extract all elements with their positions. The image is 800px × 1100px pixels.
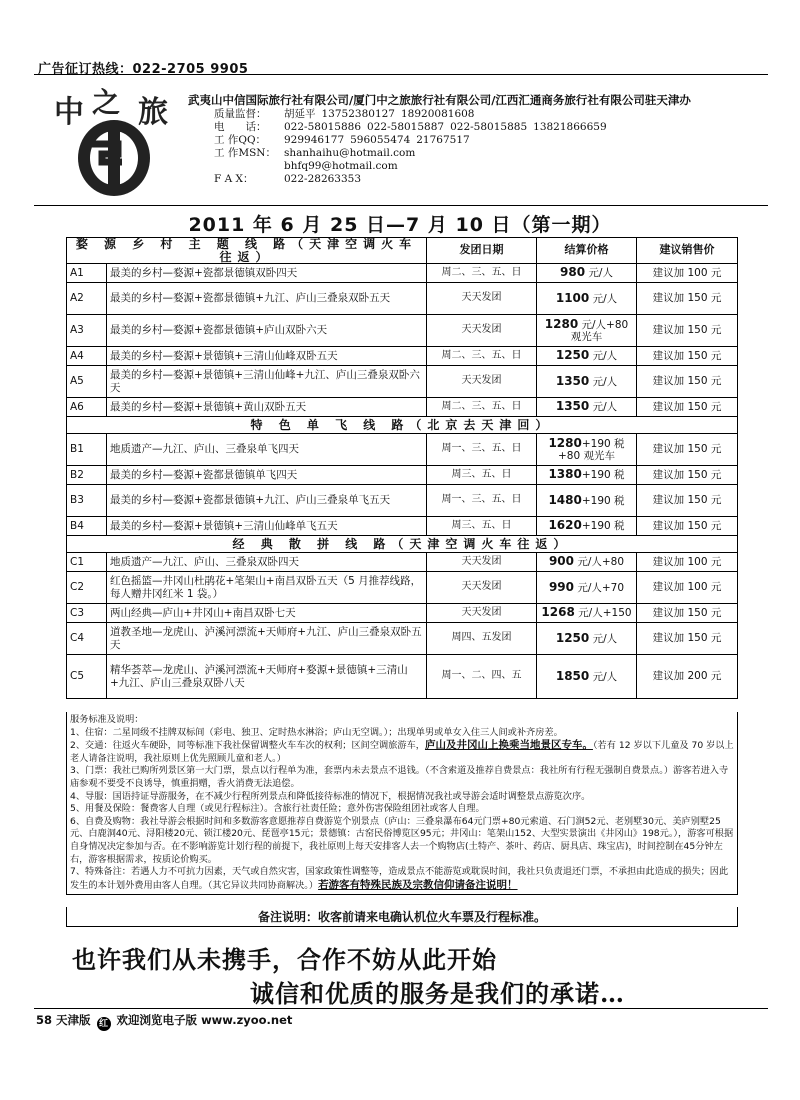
contact-phone: 电 话： 022-58015886 022-58015887 022-58015885 13821866659 <box>214 121 607 133</box>
route-name: 地质遗产—九江、庐山、三叠泉双卧四天 <box>107 553 427 572</box>
price: 1850 元/人 <box>537 655 637 699</box>
footer-url[interactable]: www.zyoo.net <box>201 1013 293 1027</box>
route-code: A6 <box>67 398 107 417</box>
suggested-price: 建议加 150 元 <box>637 366 738 398</box>
route-code: C4 <box>67 623 107 655</box>
note-item: 5、用餐及保险：餐费客人自理（或见行程标注）。含旅行社责任险；意外伤害保险组团社或客人自理。 <box>70 803 485 815</box>
slogan-line-2: 诚信和优质的服务是我们的承诺… <box>250 979 625 1008</box>
top-divider <box>34 74 768 75</box>
price: 1480+190 税 <box>537 485 637 517</box>
contact-msn-2: bhfq99@hotmail.com <box>284 160 398 172</box>
route-code: B2 <box>67 466 107 485</box>
price: 1280+190 税+80 观光车 <box>537 434 637 466</box>
route-code: A3 <box>67 315 107 347</box>
table-row <box>67 604 738 623</box>
section-heading: 特 色 单 飞 线 路（北京去天津回） <box>67 417 738 434</box>
note-item: 7、特殊备注：若遇人力不可抗力因素，天气或自然灾害，国家政策性调整等，造成景点不能游览或耽误时间，我社只负责退还门票，不承担由此造成的损失；因此发生的本计划外费用由客人自理。（其它异议共同协商解决。）若游客有特殊民族及宗教信仰请备注说明！ <box>70 866 729 891</box>
section-header-a <box>67 238 738 264</box>
departure: 周三、五、日 <box>427 517 537 536</box>
agency-logo <box>48 82 180 200</box>
departure: 周一、三、五、日 <box>427 485 537 517</box>
departure: 天天发团 <box>427 553 537 572</box>
price: 980 元/人 <box>537 264 637 283</box>
suggested-price: 建议加 100 元 <box>637 264 738 283</box>
svg-text:旅: 旅 <box>138 95 168 130</box>
slogan-line-1: 也许我们从未携手，合作不妨从此开始 <box>72 945 497 974</box>
table-row <box>67 623 738 655</box>
route-name: 最美的乡村—婺源+瓷都景德镇+九江、庐山三叠泉双卧五天 <box>107 283 427 315</box>
notes-heading: 服务标准及说明： <box>70 714 144 725</box>
departure: 周二、三、五、日 <box>427 347 537 366</box>
route-name: 最美的乡村—婺源+瓷都景德镇双卧四天 <box>107 264 427 283</box>
route-code: A1 <box>67 264 107 283</box>
price: 1620+190 税 <box>537 517 637 536</box>
suggested-price: 建议加 150 元 <box>637 398 738 417</box>
edition-badge-icon: 红 <box>97 1017 111 1031</box>
service-notes <box>66 712 738 895</box>
route-table <box>66 237 738 699</box>
contact-msn: 工 作MSN： shanhaihu@hotmail.com <box>214 147 416 159</box>
table-row <box>67 315 738 347</box>
departure: 周四、五发团 <box>427 623 537 655</box>
price: 1350 元/人 <box>537 366 637 398</box>
table-row <box>67 553 738 572</box>
contact-qq: 工 作QQ： 929946177 596055474 21767517 <box>214 134 470 146</box>
departure: 天天发团 <box>427 283 537 315</box>
departure: 天天发团 <box>427 572 537 604</box>
suggested-price: 建议加 150 元 <box>637 485 738 517</box>
section-header-c <box>67 536 738 553</box>
route-name: 精华荟萃—龙虎山、泸溪河漂流+天师府+婺源+景德镇+三清山+九江、庐山三叠泉双卧八天 <box>107 655 427 699</box>
col-price: 结算价格 <box>537 238 637 264</box>
footer-text: 欢迎浏览电子版 <box>116 1013 198 1027</box>
departure: 周一、二、四、五 <box>427 655 537 699</box>
price: 1380+190 税 <box>537 466 637 485</box>
suggested-price: 建议加 200 元 <box>637 655 738 699</box>
price: 990 元/人+70 <box>537 572 637 604</box>
footer-divider <box>34 1008 768 1009</box>
departure: 周一、三、五、日 <box>427 434 537 466</box>
price: 900 元/人+80 <box>537 553 637 572</box>
logo-lettering: 中 <box>54 95 84 130</box>
price: 1100 元/人 <box>537 283 637 315</box>
suggested-price: 建议加 100 元 <box>637 572 738 604</box>
table-row <box>67 366 738 398</box>
departure: 天天发团 <box>427 366 537 398</box>
departure: 周二、三、五、日 <box>427 264 537 283</box>
departure: 周三、五、日 <box>427 466 537 485</box>
suggested-price: 建议加 150 元 <box>637 283 738 315</box>
route-name: 最美的乡村—婺源+景德镇+三清山仙峰单飞五天 <box>107 517 427 536</box>
ad-hotline: 广告征订热线：022-2705 9905 <box>38 62 249 77</box>
route-name: 最美的乡村—婺源+瓷都景德镇单飞四天 <box>107 466 427 485</box>
section-heading: 婺 源 乡 村 主 题 线 路（天津空调火车往返） <box>67 238 427 264</box>
departure: 天天发团 <box>427 315 537 347</box>
price: 1350 元/人 <box>537 398 637 417</box>
route-code: C3 <box>67 604 107 623</box>
table-row <box>67 434 738 466</box>
page-title: 2011 年 6 月 25 日—7 月 10 日（第一期） <box>188 214 612 236</box>
page-number: 58 天津版 <box>36 1013 91 1027</box>
route-code: C2 <box>67 572 107 604</box>
route-code: B4 <box>67 517 107 536</box>
suggested-price: 建议加 150 元 <box>637 604 738 623</box>
route-code: C1 <box>67 553 107 572</box>
table-row <box>67 347 738 366</box>
route-name: 红色摇篮—井冈山杜鹃花+笔架山+南昌双卧五天（5 月推荐线路，每人赠井冈红米 1 袋。） <box>107 572 427 604</box>
col-suggest: 建议销售价 <box>637 238 738 264</box>
note-item: 4、导服：国语持证导游服务，在不减少行程所列景点和降低接待标准的情况下，根据情况我社或导游会适时调整景点游览次序。 <box>70 790 591 802</box>
suggested-price: 建议加 100 元 <box>637 553 738 572</box>
suggested-price: 建议加 150 元 <box>637 623 738 655</box>
section-heading: 经 典 散 拼 线 路（天津空调火车往返） <box>67 536 738 553</box>
table-row <box>67 517 738 536</box>
remark-line: 备注说明：收客前请来电确认机位火车票及行程标准。 <box>66 907 738 927</box>
table-row <box>67 264 738 283</box>
departure: 周二、三、五、日 <box>427 398 537 417</box>
suggested-price: 建议加 150 元 <box>637 466 738 485</box>
price: 1250 元/人 <box>537 347 637 366</box>
suggested-price: 建议加 150 元 <box>637 315 738 347</box>
company-names: 武夷山中信国际旅行社有限公司/厦门中之旅旅行社有限公司/江西汇通商务旅行社有限公司驻天津办 <box>188 93 691 107</box>
svg-text:之: 之 <box>92 86 121 119</box>
col-departure: 发团日期 <box>427 238 537 264</box>
route-name: 最美的乡村—婺源+景德镇+黄山双卧五天 <box>107 398 427 417</box>
route-name: 地质遗产—九江、庐山、三叠泉单飞四天 <box>107 434 427 466</box>
route-name: 最美的乡村—婺源+瓷都景德镇+庐山双卧六天 <box>107 315 427 347</box>
table-row <box>67 485 738 517</box>
table-row <box>67 572 738 604</box>
contact-quality: 质量监督： 胡延平 13752380127 18920081608 <box>214 108 475 120</box>
route-name: 最美的乡村—婺源+瓷都景德镇+九江、庐山三叠泉单飞五天 <box>107 485 427 517</box>
header-divider <box>34 205 768 206</box>
contact-fax: F A X： 022-28263353 <box>214 173 362 185</box>
price: 1280 元/人+80 观光车 <box>537 315 637 347</box>
price: 1268 元/人+150 <box>537 604 637 623</box>
suggested-price: 建议加 150 元 <box>637 434 738 466</box>
route-code: B3 <box>67 485 107 517</box>
section-header-b <box>67 417 738 434</box>
table-row <box>67 466 738 485</box>
route-name: 道教圣地—龙虎山、泸溪河漂流+天师府+九江、庐山三叠泉双卧五天 <box>107 623 427 655</box>
departure: 天天发团 <box>427 604 537 623</box>
table-row <box>67 655 738 699</box>
route-code: A4 <box>67 347 107 366</box>
note-item: 1、住宿：二星同级不挂牌双标间（彩电、独卫、定时热水淋浴；庐山无空调。）；出现单男或单女入住三人间或补齐房差。 <box>70 726 563 738</box>
suggested-price: 建议加 150 元 <box>637 517 738 536</box>
route-code: B1 <box>67 434 107 466</box>
route-code: C5 <box>67 655 107 699</box>
route-name: 最美的乡村—婺源+景德镇+三清山仙峰双卧五天 <box>107 347 427 366</box>
note-item: 2、交通：往返火车硬卧，同等标准下我社保留调整火车车次的权利；区间空调旅游车，庐山及井冈山上换乘当地景区专车。（若有 12 岁以下儿童及 70 岁以上老人请备注说明，我社原则上优先照顾儿童和老人。） <box>70 739 734 764</box>
table-row <box>67 398 738 417</box>
table-row <box>67 283 738 315</box>
route-code: A5 <box>67 366 107 398</box>
route-code: A2 <box>67 283 107 315</box>
suggested-price: 建议加 150 元 <box>637 347 738 366</box>
route-name: 最美的乡村—婺源+景德镇+三清山仙峰+九江、庐山三叠泉双卧六天 <box>107 366 427 398</box>
page-footer <box>36 1012 292 1031</box>
price: 1250 元/人 <box>537 623 637 655</box>
note-item: 6、自费及购物：我社导游会根据时间和多数游客意愿推荐自费游览个别景点（庐山：三叠泉瀑布64元门票+80元索道、石门涧52元、老别墅30元、美庐别墅25元、白鹿洞40元、浔阳楼20元、锁江楼20元、琵琶亭15元；景德镇：古窑民俗博览区95元；井冈山：笔架山152、大型实景演出《井冈山》198元。），游客可根据自身情况决定参加与否。在不影响游览计划行程的前提下，我社原则上每天安排客人去一个购物店(土特产、茶叶、药店、厨具店、珠宝店)，时间控制在45分钟左右，游客根据需求，按质论价购买。 <box>70 815 734 865</box>
route-name: 两山经典—庐山+井冈山+南昌双卧七天 <box>107 604 427 623</box>
note-item: 3、门票：我社已购所列景区第一大门票，景点以行程单为准，套票内未去景点不退钱。（不含索道及推荐自费景点：我社所有行程无强制自费景点。）游客若进入寺庙参观不要受不良诱导，慎重捐赠，香火消费无法追偿。 <box>70 765 729 789</box>
